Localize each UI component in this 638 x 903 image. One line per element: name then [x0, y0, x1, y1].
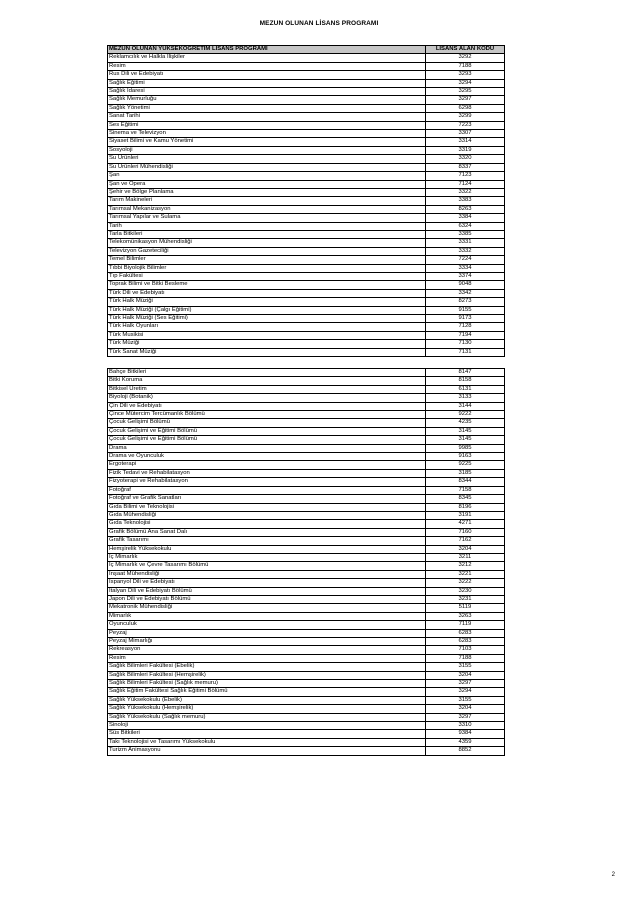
program-code-cell: 3263	[426, 612, 505, 620]
program-name-cell: Fizyoterapi ve Rehabilatasyon	[108, 478, 426, 486]
table-row	[108, 680, 505, 688]
program-name-cell: Gıda Mühendisliği	[108, 511, 426, 519]
program-name-cell: Sağlık Bilimleri Fakültesi (Sağlık memuru)	[108, 680, 426, 688]
table-row	[108, 478, 505, 486]
table-row	[108, 272, 505, 280]
program-code-cell: 7123	[426, 172, 505, 180]
program-code-cell: 7224	[426, 256, 505, 264]
program-name-cell: Oyunculuk	[108, 621, 426, 629]
table-row	[108, 671, 505, 679]
program-name-cell: Şan ve Opera	[108, 180, 426, 188]
program-code-cell: 9225	[426, 461, 505, 469]
table-row	[108, 427, 505, 435]
program-name-cell: Sinema ve Televizyon	[108, 130, 426, 138]
table-row	[108, 247, 505, 255]
table-row	[108, 520, 505, 528]
table-row	[108, 688, 505, 696]
table-row	[108, 646, 505, 654]
table-row	[108, 722, 505, 730]
table-row	[108, 486, 505, 494]
program-code-cell: 3231	[426, 595, 505, 603]
table-row	[108, 281, 505, 289]
program-code-cell: 3230	[426, 587, 505, 595]
table-row	[108, 113, 505, 121]
program-name-cell: Drama	[108, 444, 426, 452]
table-row	[108, 545, 505, 553]
program-name-cell: Rekreasyon	[108, 646, 426, 654]
table-row	[108, 256, 505, 264]
table-row	[108, 461, 505, 469]
table-row	[108, 747, 505, 755]
program-code-cell: 4271	[426, 520, 505, 528]
program-column-header: MEZUN OLUNAN YÜKSEKÖĞRETİM LİSANS PROGRAMI	[108, 46, 426, 54]
table-row	[108, 155, 505, 163]
table-row	[108, 264, 505, 272]
program-code-cell: 8337	[426, 163, 505, 171]
program-code-cell: 6131	[426, 385, 505, 393]
table-row	[108, 377, 505, 385]
program-code-cell: 3322	[426, 188, 505, 196]
program-code-cell: 3292	[426, 54, 505, 62]
program-name-cell: Gıda Bilimi ve Teknolojisi	[108, 503, 426, 511]
program-name-cell: Tarla Bitkileri	[108, 230, 426, 238]
program-name-cell: Türk Halk Oyunları	[108, 323, 426, 331]
program-name-cell: Şehir ve Bölge Planlama	[108, 188, 426, 196]
program-name-cell: Sağlık Memurluğu	[108, 96, 426, 104]
program-code-cell: 8196	[426, 503, 505, 511]
program-code-cell: 4235	[426, 419, 505, 427]
program-code-cell: 7160	[426, 528, 505, 536]
program-code-cell: 6324	[426, 222, 505, 230]
program-code-cell: 3297	[426, 96, 505, 104]
program-code-cell: 8147	[426, 369, 505, 377]
program-code-cell: 7131	[426, 348, 505, 356]
table-row	[108, 553, 505, 561]
page-number: 2	[611, 872, 615, 878]
table-header-row	[108, 46, 505, 54]
table-row	[108, 436, 505, 444]
program-name-cell: Türk Halk Müziği	[108, 298, 426, 306]
program-code-cell: 3299	[426, 113, 505, 121]
table-row	[108, 96, 505, 104]
table-row	[108, 419, 505, 427]
table-row	[108, 562, 505, 570]
program-code-cell: 3204	[426, 705, 505, 713]
table-row	[108, 163, 505, 171]
table-row	[108, 612, 505, 620]
program-name-cell: İspanyol Dili ve Edebiyatı	[108, 579, 426, 587]
program-name-cell: Sağlık Bilimleri Fakültesi (Ebelik)	[108, 663, 426, 671]
program-name-cell: Telekomünikasyon Mühendisliği	[108, 239, 426, 247]
program-code-cell: 3221	[426, 570, 505, 578]
table-row	[108, 453, 505, 461]
program-code-cell: 7223	[426, 121, 505, 129]
program-name-cell: Türk Müziği	[108, 340, 426, 348]
table-row	[108, 604, 505, 612]
program-name-cell: Sinoloji	[108, 722, 426, 730]
table-row	[108, 621, 505, 629]
program-code-cell: 3204	[426, 671, 505, 679]
program-code-cell: 6298	[426, 104, 505, 112]
table-row	[108, 638, 505, 646]
program-code-cell: 7128	[426, 323, 505, 331]
table-row	[108, 730, 505, 738]
table-body	[108, 54, 505, 357]
table-row	[108, 528, 505, 536]
program-code-cell: 3314	[426, 138, 505, 146]
program-code-cell: 3385	[426, 230, 505, 238]
program-name-cell: Resim	[108, 654, 426, 662]
program-name-cell: Grafik Tasarımı	[108, 537, 426, 545]
program-code-cell: 3204	[426, 545, 505, 553]
program-name-cell: Gıda Teknolojisi	[108, 520, 426, 528]
program-name-cell: Sağlık Yüksekokulu (Hemşirelik)	[108, 705, 426, 713]
program-code-cell: 3211	[426, 553, 505, 561]
table-row	[108, 348, 505, 356]
table-row	[108, 130, 505, 138]
program-name-cell: Tıp Fakültesi	[108, 272, 426, 280]
program-code-cell: 6283	[426, 629, 505, 637]
program-code-cell: 3191	[426, 511, 505, 519]
table-row	[108, 172, 505, 180]
program-code-cell: 8852	[426, 747, 505, 755]
program-name-cell: Sağlık Eğitim Fakültesi Sağlık Eğitimi Bölümü	[108, 688, 426, 696]
program-code-cell: 3155	[426, 696, 505, 704]
program-name-cell: Fotoğraf	[108, 486, 426, 494]
program-name-cell: Peyzaj	[108, 629, 426, 637]
program-name-cell: İtalyan Dili ve Edebiyatı Bölümü	[108, 587, 426, 595]
program-code-cell: 3383	[426, 197, 505, 205]
program-code-cell: 7103	[426, 646, 505, 654]
program-code-cell: 8158	[426, 377, 505, 385]
program-code-cell: 9985	[426, 444, 505, 452]
program-code-cell: 3145	[426, 436, 505, 444]
program-name-cell: Türk Dili ve Edebiyatı	[108, 289, 426, 297]
table-row	[108, 579, 505, 587]
program-name-cell: Su Ürünleri	[108, 155, 426, 163]
program-code-cell: 7194	[426, 331, 505, 339]
program-name-cell: Tarım Makineleri	[108, 197, 426, 205]
program-name-cell: İç Mimarlık ve Çevre Tasarımı Bölümü	[108, 562, 426, 570]
program-name-cell: Tarih	[108, 222, 426, 230]
program-name-cell: Türk Halk Müziği (Çalgı Eğitimi)	[108, 306, 426, 314]
program-name-cell: Peyzaj Mimarlığı	[108, 638, 426, 646]
table-row	[108, 444, 505, 452]
program-name-cell: Siyaset Bilimi ve Kamu Yönetimi	[108, 138, 426, 146]
program-code-cell: 5119	[426, 604, 505, 612]
program-name-cell: Tarımsal Yapılar ve Sulama	[108, 214, 426, 222]
program-code-cell: 3332	[426, 247, 505, 255]
table-row	[108, 411, 505, 419]
table-row	[108, 54, 505, 62]
program-name-cell: Ergoterapi	[108, 461, 426, 469]
table-row	[108, 104, 505, 112]
table-row	[108, 62, 505, 70]
table-row	[108, 88, 505, 96]
table-row	[108, 654, 505, 662]
table-row	[108, 394, 505, 402]
table-row	[108, 188, 505, 196]
program-code-cell: 3297	[426, 680, 505, 688]
table-row	[108, 306, 505, 314]
program-code-cell: 3334	[426, 264, 505, 272]
table-row	[108, 713, 505, 721]
program-name-cell: Fizik Tedavi ve Rehabilatasyon	[108, 469, 426, 477]
program-name-cell: Biyoloji (Botanik)	[108, 394, 426, 402]
program-name-cell: Su Ürünleri Mühendisliği	[108, 163, 426, 171]
table-row	[108, 315, 505, 323]
program-code-cell: 3310	[426, 722, 505, 730]
program-code-cell: 3295	[426, 88, 505, 96]
program-code-cell: 3342	[426, 289, 505, 297]
program-code-cell: 9222	[426, 411, 505, 419]
table-row	[108, 663, 505, 671]
program-code-cell: 8273	[426, 298, 505, 306]
table-row	[108, 369, 505, 377]
program-name-cell: Çocuk Gelişimi ve Eğitimi Bölümü	[108, 427, 426, 435]
program-name-cell: Çocuk Gelişimi ve Eğitimi Bölümü	[108, 436, 426, 444]
program-name-cell: Türk Halk Müziği (Ses Eğitimi)	[108, 315, 426, 323]
program-name-cell: Rus Dili ve Edebiyatı	[108, 71, 426, 79]
program-name-cell: Takı Teknolojisi ve Tasarımı Yüksekokulu	[108, 738, 426, 746]
table-row	[108, 138, 505, 146]
table-row	[108, 629, 505, 637]
table-row	[108, 469, 505, 477]
program-code-cell: 3155	[426, 663, 505, 671]
code-column-header: LİSANS ALAN KODU	[426, 46, 505, 54]
table-row	[108, 495, 505, 503]
program-code-cell: 7119	[426, 621, 505, 629]
table-row	[108, 79, 505, 87]
program-name-cell: Bitkisel Üretim	[108, 385, 426, 393]
program-name-cell: İnşaat Mühendisliği	[108, 570, 426, 578]
table-row	[108, 323, 505, 331]
program-name-cell: Sanat Tarihi	[108, 113, 426, 121]
table-row	[108, 230, 505, 238]
program-code-cell: 7188	[426, 654, 505, 662]
program-name-cell: Sağlık Yüksekokulu (Ebelik)	[108, 696, 426, 704]
program-code-cell: 3145	[426, 427, 505, 435]
program-code-cell: 3320	[426, 155, 505, 163]
program-name-cell: Çince Mütercim Tercümanlık Bölümü	[108, 411, 426, 419]
program-name-cell: Şan	[108, 172, 426, 180]
table-row	[108, 239, 505, 247]
program-name-cell: Çocuk Gelişimi Bölümü	[108, 419, 426, 427]
program-code-cell: 9173	[426, 315, 505, 323]
program-code-cell: 3222	[426, 579, 505, 587]
table-row	[108, 503, 505, 511]
program-name-cell: Türk Sanat Müziği	[108, 348, 426, 356]
program-code-table-second	[107, 368, 505, 756]
program-code-cell: 8344	[426, 478, 505, 486]
program-code-cell: 3307	[426, 130, 505, 138]
program-code-cell: 9048	[426, 281, 505, 289]
program-code-cell: 9384	[426, 730, 505, 738]
table-row	[108, 214, 505, 222]
table-row	[108, 222, 505, 230]
program-code-cell: 4359	[426, 738, 505, 746]
program-name-cell: Sağlık Yüksekokulu (Sağlık memuru)	[108, 713, 426, 721]
program-name-cell: Reklamcılık ve Halkla İlişkiler	[108, 54, 426, 62]
program-code-cell: 3319	[426, 146, 505, 154]
program-code-cell: 9155	[426, 306, 505, 314]
table-body	[108, 369, 505, 756]
program-code-cell: 3294	[426, 79, 505, 87]
program-name-cell: Çin Dili ve Edebiyatı	[108, 402, 426, 410]
program-code-cell: 7162	[426, 537, 505, 545]
program-code-cell: 3293	[426, 71, 505, 79]
table-row	[108, 705, 505, 713]
program-code-cell: 7158	[426, 486, 505, 494]
table-row	[108, 331, 505, 339]
program-name-cell: Televizyon Gazeteciliği	[108, 247, 426, 255]
table-row	[108, 71, 505, 79]
program-code-cell: 7188	[426, 62, 505, 70]
program-name-cell: Grafik Bölümü Ana Sanat Dalı	[108, 528, 426, 536]
program-name-cell: Ses Eğitimi	[108, 121, 426, 129]
program-code-cell: 8345	[426, 495, 505, 503]
program-code-table	[107, 45, 505, 357]
program-name-cell: Sağlık Bilimleri Fakültesi (Hemşirelik)	[108, 671, 426, 679]
table-row	[108, 385, 505, 393]
program-code-cell: 3212	[426, 562, 505, 570]
program-name-cell: Bitki Koruma	[108, 377, 426, 385]
program-name-cell: Tarımsal Mekanizasyon	[108, 205, 426, 213]
program-name-cell: Toprak Bilimi ve Bitki Besleme	[108, 281, 426, 289]
table-row	[108, 696, 505, 704]
table-row	[108, 180, 505, 188]
program-name-cell: Sağlık Eğitimi	[108, 79, 426, 87]
table-row	[108, 738, 505, 746]
program-code-cell: 7124	[426, 180, 505, 188]
program-name-cell: Sağlık Yönetimi	[108, 104, 426, 112]
program-code-cell: 9163	[426, 453, 505, 461]
program-name-cell: Fotoğraf ve Grafik Sanatları	[108, 495, 426, 503]
program-code-cell: 3374	[426, 272, 505, 280]
table-row	[108, 146, 505, 154]
table-row	[108, 298, 505, 306]
table-row	[108, 587, 505, 595]
program-name-cell: Bahçe Bitkileri	[108, 369, 426, 377]
program-name-cell: Turizm Animasyonu	[108, 747, 426, 755]
program-code-cell: 3297	[426, 713, 505, 721]
program-name-cell: Sosyoloji	[108, 146, 426, 154]
table-row	[108, 121, 505, 129]
table-row	[108, 289, 505, 297]
program-code-cell: 6283	[426, 638, 505, 646]
program-name-cell: Temel Bilimler	[108, 256, 426, 264]
program-name-cell: Mimarlık	[108, 612, 426, 620]
program-code-cell: 3185	[426, 469, 505, 477]
table-row	[108, 511, 505, 519]
program-code-cell: 3384	[426, 214, 505, 222]
program-code-cell: 3133	[426, 394, 505, 402]
table-row	[108, 570, 505, 578]
page-title: MEZUN OLUNAN LİSANS PROGRAMI	[259, 20, 379, 27]
program-code-cell: 7130	[426, 340, 505, 348]
program-name-cell: Tıbbi Biyolojik Bilimler	[108, 264, 426, 272]
program-name-cell: Hemşirelik Yüksekokulu	[108, 545, 426, 553]
table-row	[108, 402, 505, 410]
table-row	[108, 340, 505, 348]
program-name-cell: Mekatronik Mühendisliği	[108, 604, 426, 612]
program-name-cell: İç Mimarlık	[108, 553, 426, 561]
program-name-cell: Drama ve Oyunculuk	[108, 453, 426, 461]
table-row	[108, 197, 505, 205]
program-name-cell: Japon Dili ve Edebiyatı Bölümü	[108, 595, 426, 603]
program-code-cell: 3294	[426, 688, 505, 696]
program-code-cell: 3144	[426, 402, 505, 410]
program-code-cell: 8263	[426, 205, 505, 213]
program-name-cell: Resim	[108, 62, 426, 70]
table-row	[108, 205, 505, 213]
program-name-cell: Sağlık İdaresi	[108, 88, 426, 96]
table-row	[108, 595, 505, 603]
program-name-cell: Süs Bitkileri	[108, 730, 426, 738]
program-code-cell: 3331	[426, 239, 505, 247]
program-name-cell: Türk Musikisi	[108, 331, 426, 339]
table-row	[108, 537, 505, 545]
